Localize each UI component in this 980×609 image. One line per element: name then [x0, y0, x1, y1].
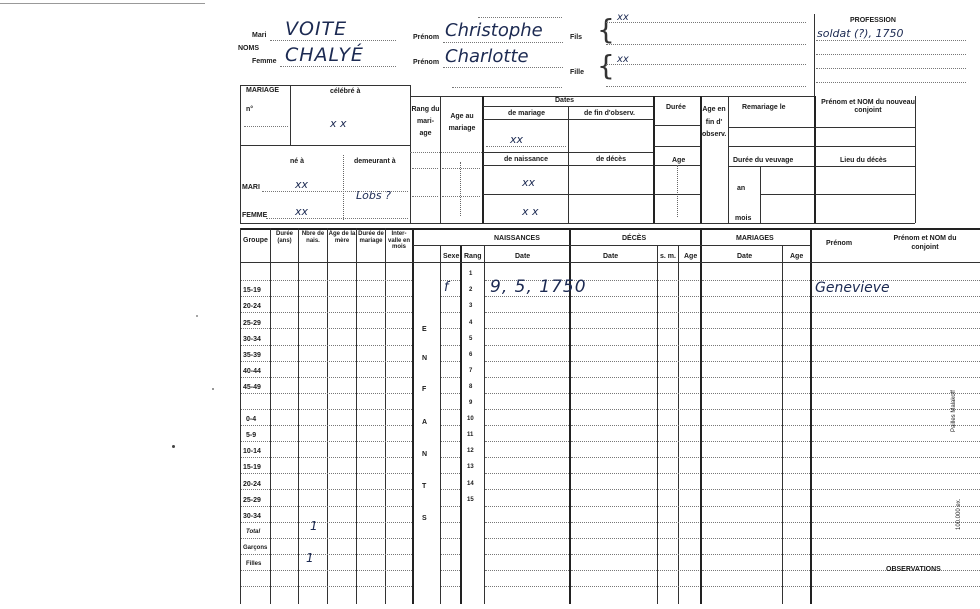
row-line-naiss — [485, 425, 569, 426]
row-line-deces — [571, 280, 699, 281]
mariage-no-divider — [290, 85, 291, 145]
row-line-sexe — [441, 345, 460, 346]
no-line — [244, 126, 288, 127]
row-line-deces — [571, 457, 699, 458]
groupe-label: 25-29 — [243, 320, 261, 327]
mari-row-label: MARI — [242, 184, 260, 191]
observations-label: OBSERVATIONS — [886, 566, 941, 573]
row-line-mariages — [702, 361, 810, 362]
row-line-left — [241, 328, 412, 329]
row-line-mariages — [702, 328, 810, 329]
mariage-bottom — [240, 223, 915, 224]
prof-line-3 — [816, 68, 966, 69]
groupe-label: 15-19 — [243, 464, 261, 471]
row-line-naiss — [485, 554, 569, 555]
col-duree — [270, 228, 271, 604]
groupe-label: 0-4 — [246, 416, 257, 423]
naiss-mid — [483, 194, 653, 195]
filles-label: Filles — [246, 561, 262, 567]
rang-number: 12 — [467, 448, 474, 454]
femme-prenom-line — [443, 67, 563, 68]
dates-header-bottom — [483, 119, 653, 120]
no-label: n° — [246, 106, 254, 113]
row-line-left — [241, 312, 412, 313]
row-line-deces — [571, 393, 699, 394]
scan-speck-2 — [212, 388, 214, 390]
groupe-label: 20-24 — [243, 481, 261, 488]
row-line-naiss — [485, 361, 569, 362]
rang-mid-dots — [410, 152, 482, 153]
row-line-mariages — [702, 538, 810, 539]
row-line-left — [241, 473, 412, 474]
row-line-prenom — [812, 312, 980, 313]
row-line-left — [241, 522, 412, 523]
age-fin-observ: Age en fin d' observ. — [702, 106, 727, 139]
de-deces-label: de décès — [596, 156, 626, 163]
row-line-naiss — [485, 328, 569, 329]
row-line-naiss — [485, 489, 569, 490]
groupe-label: 35-39 — [243, 352, 261, 359]
mariage-title: MARIAGE — [246, 87, 280, 94]
remariage-line-2 — [729, 146, 814, 147]
groupe-label: 20-24 — [243, 303, 261, 310]
mari-prenom-label: Prénom — [413, 34, 440, 41]
row-line-naiss — [485, 457, 569, 458]
row-line-deces — [571, 489, 699, 490]
rang-number: 10 — [467, 416, 474, 422]
enfants-letter-f: F — [422, 386, 427, 393]
row-line-naiss — [485, 586, 569, 587]
row-line-mariages — [702, 377, 810, 378]
prenom-nom-conjoint-header: Prénom et NOM du conjoint — [893, 235, 957, 252]
row-line-left — [241, 280, 412, 281]
mari-prenom-line — [443, 42, 563, 43]
duree-label: Durée — [666, 104, 686, 111]
row-line-deces — [571, 554, 699, 555]
copies-credit: 100.000 ex. — [956, 498, 962, 530]
rang-number: 7 — [469, 368, 473, 374]
age-inner-dots — [460, 162, 461, 216]
row-line-sexe — [441, 441, 460, 442]
dates-right — [653, 96, 655, 223]
enfants-letter-n: N — [422, 355, 428, 362]
rang-number: 14 — [467, 481, 474, 487]
child-date: 9, 5, 1750 — [490, 277, 587, 297]
mariage-date-line — [486, 146, 566, 147]
de-naissance-label: de naissance — [504, 156, 548, 163]
row-line-prenom — [812, 522, 980, 523]
mari-label: Mari — [252, 32, 267, 39]
mois-label: mois — [735, 215, 752, 222]
col-agemere — [327, 228, 328, 604]
fils-mark: xx — [617, 12, 629, 23]
row-line-prenom — [812, 538, 980, 539]
rang-line-1 — [412, 168, 438, 169]
row-line-deces — [571, 522, 699, 523]
lieu-line-2 — [815, 194, 915, 195]
row-line-sexe — [441, 328, 460, 329]
row-line-sexe — [441, 312, 460, 313]
agefin-right — [728, 96, 729, 223]
age-mere-header: Age de la mère — [328, 231, 356, 245]
row-line-mariages — [702, 489, 810, 490]
duree-veuvage-label: Durée du veuvage — [733, 157, 794, 164]
dots-top — [478, 17, 562, 18]
dates-header: Dates — [555, 97, 575, 104]
row-line-mariages — [702, 522, 810, 523]
veuvage-mid — [760, 194, 814, 195]
age-mid — [654, 194, 700, 195]
rang-number: 9 — [469, 400, 473, 406]
fils-brace: { — [597, 13, 615, 46]
duree-mariage-header: Durée de mariage — [358, 231, 384, 244]
dates-top — [410, 96, 815, 97]
col-nbre — [298, 228, 299, 604]
dots-bottom — [452, 87, 562, 88]
col-groupe-left — [240, 228, 241, 604]
enfants-letter-t: T — [422, 483, 427, 490]
printer-credit: Pailles Malakoff — [951, 390, 957, 432]
profession-label: PROFESSION — [850, 17, 896, 24]
femme-name-line — [280, 66, 396, 67]
row-line-left — [241, 457, 412, 458]
fille-line-2 — [606, 86, 806, 87]
row-line-prenom — [812, 296, 980, 297]
mari-naissance: xx — [522, 176, 536, 189]
enfants-letter-n2: N — [422, 451, 428, 458]
row-line-mariages — [702, 554, 810, 555]
fille-label: Fille — [570, 69, 585, 76]
groupe-header: Groupe — [243, 237, 268, 244]
row-line-mariages — [702, 296, 810, 297]
mariage-left — [240, 85, 241, 223]
rang-number: 15 — [467, 497, 474, 503]
enfants-letter-e: E — [422, 326, 427, 333]
filles-mark: 1 — [306, 551, 314, 565]
groupe-label: 30-34 — [243, 336, 261, 343]
prof-line-4 — [816, 82, 966, 83]
row-line-prenom — [812, 586, 980, 587]
child-prenom: Genevieve — [815, 280, 890, 296]
age-line-1 — [442, 168, 480, 169]
row-line-deces — [571, 312, 699, 313]
garcons-label: Garçons — [243, 545, 268, 551]
row-line-naiss — [485, 538, 569, 539]
row-line-left — [241, 296, 412, 297]
row-line-sexe — [441, 489, 460, 490]
row-line-deces — [571, 506, 699, 507]
row-line-left — [241, 489, 412, 490]
row-line-left — [241, 345, 412, 346]
row-line-left — [241, 377, 412, 378]
row-line-mariages — [702, 409, 810, 410]
row-line-mariages — [702, 280, 810, 281]
duree-line-2 — [654, 146, 700, 147]
naiss-date-header: Date — [515, 253, 531, 260]
row-line-deces — [571, 441, 699, 442]
row-line-sexe — [441, 538, 460, 539]
row-line-prenom — [812, 361, 980, 362]
mariage-date-header: Date — [737, 253, 753, 260]
veuvage-line — [729, 166, 814, 167]
row-line-left — [241, 554, 412, 555]
rang-line-2 — [412, 196, 438, 197]
row-line-deces — [571, 586, 699, 587]
total-label: Total — [246, 529, 261, 535]
mari-name-line — [270, 40, 396, 41]
enfants-letter-a: A — [422, 419, 428, 426]
row-line-left — [241, 586, 412, 587]
row-line-left — [241, 425, 412, 426]
row-line-sexe — [441, 361, 460, 362]
dates-mid — [483, 152, 653, 153]
groupe-label: 5-9 — [246, 432, 257, 439]
row-line-mariages — [702, 570, 810, 571]
row-line-mariages — [702, 586, 810, 587]
groupe-label: 10-14 — [243, 448, 261, 455]
row-line-left — [241, 409, 412, 410]
ne-demeurant-divider — [343, 155, 344, 220]
prof-line-1 — [816, 40, 966, 41]
subheader-line — [413, 245, 810, 246]
row-line-left — [241, 393, 412, 394]
row-line-naiss — [485, 441, 569, 442]
row-line-sexe — [441, 393, 460, 394]
duree-ans-header: Durée (ans) — [275, 231, 293, 245]
row-line-left — [241, 570, 412, 571]
row-line-prenom — [812, 345, 980, 346]
rang-number: 6 — [469, 352, 473, 358]
age-dots — [677, 165, 678, 217]
row-line-deces — [571, 377, 699, 378]
fin-observ-label: de fin d'observ. — [584, 110, 635, 117]
row-line-mariages — [702, 345, 810, 346]
nouveau-conjoint-label: Prénom et NOM du nouveau conjoint — [821, 99, 915, 115]
deces-header: DÉCÈS — [622, 235, 647, 242]
row-line-left — [241, 538, 412, 539]
row-line-sexe — [441, 586, 460, 587]
groupe-label: 40-44 — [243, 368, 261, 375]
row-line-sexe — [441, 425, 460, 426]
noms-label: NOMS — [238, 45, 259, 52]
row-line-deces — [571, 296, 699, 297]
lieu-line-1 — [815, 166, 915, 167]
rang-number: 1 — [469, 271, 473, 277]
col-prenom — [810, 228, 812, 604]
row-line-naiss — [485, 473, 569, 474]
row-line-deces — [571, 409, 699, 410]
lieu-right — [915, 96, 916, 223]
row-line-left — [241, 361, 412, 362]
row-line-deces — [571, 425, 699, 426]
conjoint-line-1 — [815, 127, 915, 128]
col-rang — [460, 245, 462, 604]
row-line-mariages — [702, 393, 810, 394]
table-top — [240, 228, 980, 230]
row-line-prenom — [812, 489, 980, 490]
naissances-header: NAISSANCES — [494, 235, 540, 242]
groupe-label: 15-19 — [243, 287, 261, 294]
row-line-naiss — [485, 409, 569, 410]
row-line-sexe — [441, 506, 460, 507]
mariage-date: xx — [510, 133, 524, 146]
total-mark: 1 — [310, 519, 318, 533]
mariage-top — [240, 85, 410, 86]
duree-line-1 — [654, 125, 700, 126]
row-line-prenom — [812, 457, 980, 458]
rang-header-table: Rang — [464, 253, 482, 260]
row-line-mariages — [702, 457, 810, 458]
groupe-label: 25-29 — [243, 497, 261, 504]
femme-prenom-label: Prénom — [413, 59, 440, 66]
row-line-prenom — [812, 473, 980, 474]
row-line-mariages — [702, 473, 810, 474]
remariage-line-1 — [729, 127, 814, 128]
row-line-deces — [571, 473, 699, 474]
row-line-left — [241, 441, 412, 442]
row-line-sexe — [441, 554, 460, 555]
col-mariages-left — [700, 228, 702, 604]
row-line-naiss — [485, 570, 569, 571]
groupe-label: 45-49 — [243, 384, 261, 391]
child-sexe: f — [444, 280, 449, 295]
row-line-mariages — [702, 425, 810, 426]
age-mariage-header: Age au mariage — [448, 113, 476, 132]
scan-speck-3 — [196, 315, 198, 317]
rang-header: Rang du mari-age — [411, 106, 440, 137]
row-line-sexe — [441, 570, 460, 571]
mariages-header: MARIAGES — [736, 235, 774, 242]
femme-name: CHALYÉ — [285, 44, 364, 66]
rang-number: 8 — [469, 384, 473, 390]
demeurant-label: demeurant à — [354, 158, 396, 165]
row-line-sexe — [441, 296, 460, 297]
row-line-sexe — [441, 457, 460, 458]
mariage-age-header: Age — [790, 253, 804, 260]
nbre-nais-header: Nbre de nais. — [301, 231, 325, 245]
an-label: an — [737, 185, 746, 192]
femme-prenom: Charlotte — [445, 46, 529, 67]
row-line-prenom — [812, 377, 980, 378]
scan-speck — [172, 445, 175, 448]
conjoint-line-2 — [815, 146, 915, 147]
row-line-naiss — [485, 345, 569, 346]
remariage-right — [814, 96, 816, 223]
row-line-prenom — [812, 506, 980, 507]
row-line-sexe — [441, 522, 460, 523]
lieu-deces-label: Lieu du décès — [840, 157, 887, 164]
row-line-sexe — [441, 473, 460, 474]
femme-row-label: FEMME — [242, 212, 268, 219]
ne-a-label: né à — [290, 158, 305, 165]
naiss-header-bottom — [483, 165, 653, 166]
row-line-naiss — [485, 377, 569, 378]
fille-brace: { — [597, 49, 615, 82]
profession-border — [814, 14, 815, 96]
mari-prenom: Christophe — [445, 20, 543, 41]
prenom-header: Prénom — [826, 240, 853, 247]
row-line-prenom — [812, 554, 980, 555]
scan-edge-line — [0, 3, 205, 4]
row-line-left — [241, 506, 412, 507]
mari-ne: xx — [295, 178, 309, 191]
header-bottom — [240, 262, 980, 263]
mari-name: VOITE — [285, 18, 348, 40]
row-line-naiss — [485, 522, 569, 523]
row-line-deces — [571, 570, 699, 571]
celebre-label: célébré à — [330, 88, 361, 95]
rang-number: 2 — [469, 287, 473, 293]
row-line-naiss — [485, 393, 569, 394]
mariage-mid — [240, 145, 410, 146]
col-intervalle — [385, 228, 386, 604]
age-label: Age — [672, 157, 686, 164]
fils-label: Fils — [570, 34, 583, 41]
col-dureemariage — [356, 228, 357, 604]
profession-value: soldat (?), 1750 — [817, 27, 904, 40]
rang-number: 3 — [469, 303, 473, 309]
rang-number: 5 — [469, 336, 473, 342]
intervalle-header: Inter-valle en mois — [387, 231, 410, 251]
rang-number: 11 — [467, 432, 474, 438]
sm-header: s. m. — [660, 253, 676, 260]
celebre-place: x x — [330, 117, 347, 130]
row-line-deces — [571, 328, 699, 329]
femme-ne: xx — [295, 205, 309, 218]
rang-number: 13 — [467, 464, 474, 470]
row-line-deces — [571, 345, 699, 346]
fils-line-2 — [606, 44, 806, 45]
groupe-label: 30-34 — [243, 513, 261, 520]
age-divider — [482, 96, 484, 223]
prof-line-2 — [816, 54, 966, 55]
row-line-naiss — [485, 506, 569, 507]
deces-age-header: Age — [684, 253, 698, 260]
femme-row-line — [266, 218, 408, 219]
demeurant-value: Lobs ? — [356, 189, 391, 202]
fille-line-1 — [606, 64, 806, 65]
row-line-deces — [571, 538, 699, 539]
femme-label: Femme — [252, 58, 277, 65]
fils-line-1 — [606, 22, 806, 23]
row-line-sexe — [441, 377, 460, 378]
rang-divider — [440, 96, 441, 223]
row-line-mariages — [702, 506, 810, 507]
row-line-prenom — [812, 441, 980, 442]
col-enfants-left — [412, 228, 414, 604]
rang-number: 4 — [469, 320, 473, 326]
row-line-mariages — [702, 441, 810, 442]
fille-mark: xx — [617, 54, 629, 65]
row-line-sexe — [441, 409, 460, 410]
row-line-naiss — [485, 312, 569, 313]
row-line-mariages — [702, 312, 810, 313]
femme-naissance: x x — [522, 205, 539, 218]
de-mariage-label: de mariage — [508, 110, 545, 117]
age-line-2 — [442, 196, 480, 197]
row-line-deces — [571, 361, 699, 362]
remariage-label: Remariage le — [742, 104, 786, 111]
deces-date-header: Date — [603, 253, 619, 260]
row-line-prenom — [812, 328, 980, 329]
enfants-letter-s: S — [422, 515, 427, 522]
sexe-header: Sexe — [443, 253, 460, 260]
